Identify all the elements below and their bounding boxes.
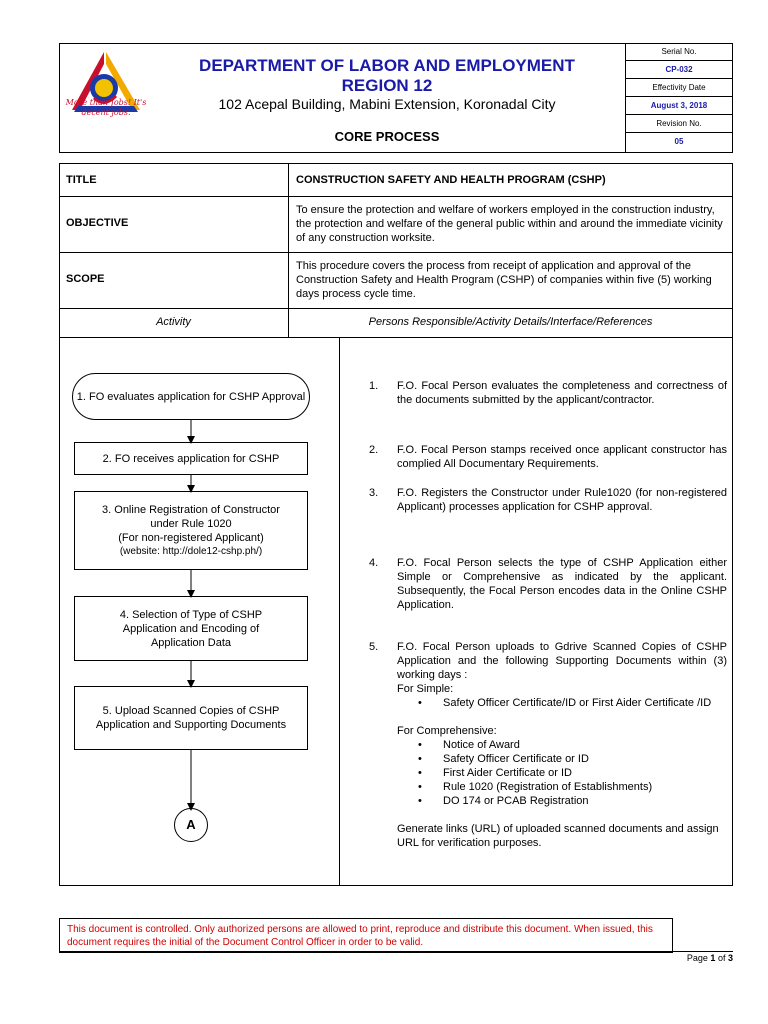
revision-label: Revision No. <box>626 115 732 133</box>
title-label: TITLE <box>66 174 97 186</box>
comp-label: For Comprehensive: <box>397 725 497 737</box>
list-item: • DO 174 or PCAB Registration <box>397 794 727 808</box>
simple-list <box>397 696 727 710</box>
simple-label: For Simple: <box>397 683 454 695</box>
flow-step-2: 2. FO receives application for CSHP <box>74 442 308 475</box>
details-list <box>340 0 727 1024</box>
objective-value: To ensure the protection and welfare of workers employed in the construction industry, the protection and welfare of the general public within and around the immediate vicinity of any construction worksite. <box>296 204 723 244</box>
flow-step-3 <box>74 491 308 570</box>
list-item: • First Aider Certificate or ID <box>397 766 727 780</box>
connector-a: A <box>174 808 208 842</box>
flow-step-4: 4. Selection of Type of CSHP Application and Encoding of Application Data <box>74 596 308 661</box>
detail-1: 1. F.O. Focal Person evaluates the completeness and correctness of the documents submitted by the applicant/contractor. <box>369 380 727 406</box>
generate-links-text: Generate links (URL) of uploaded scanned documents and assign URL for verification purposes. <box>397 823 719 849</box>
control-notice: This document is controlled. Only authorized persons are allowed to print, reproduce and distribute this document. When issued, this document requires the initial of the Document Control Officer in order to be valid. <box>59 918 673 953</box>
org-name: DEPARTMENT OF LABOR AND EMPLOYMENT <box>199 56 575 75</box>
region-name: REGION 12 <box>341 76 433 95</box>
col-activity: Activity <box>156 316 191 328</box>
list-item: • Safety Officer Certificate or ID <box>397 752 727 766</box>
flow-step-5: 5. Upload Scanned Copies of CSHP Application and Supporting Documents <box>74 686 308 750</box>
scope-label: SCOPE <box>66 273 105 285</box>
flow-step-3-website: (website: http://dole12-cshp.ph/) <box>119 545 263 557</box>
office-address: 102 Acepal Building, Mabini Extension, Koronadal City <box>218 96 556 112</box>
scope-value: This procedure covers the process from receipt of application and approval of the Construction Safety and Health Program (CSHP) of companies within five (5) working days process cycle time. <box>296 260 712 300</box>
doc-type: CORE PROCESS <box>334 129 440 144</box>
comp-list <box>397 738 727 808</box>
page-number: Page 1 of 3 <box>686 953 733 963</box>
effectivity-label: Effectivity Date <box>626 79 732 97</box>
title-value: CONSTRUCTION SAFETY AND HEALTH PROGRAM (CSHP) <box>296 174 606 186</box>
footer-rule <box>59 951 733 952</box>
detail-3: 3. F.O. Registers the Constructor under Rule1020 (for non-registered Applicant) processes application for CSHP approval. <box>369 487 727 513</box>
detail-4: 4. F.O. Focal Person selects the type of CSHP Application either Simple or Comprehensive as indicated by the applicant. Subsequently, the Focal Person encodes data in the Online CSHP Application. <box>369 557 727 611</box>
serial-label: Serial No. <box>626 43 732 61</box>
col-persons: Persons Responsible/Activity Details/Interface/References <box>368 316 653 328</box>
detail-5-text: F.O. Focal Person uploads to Gdrive Scanned Copies of CSHP Application and the following Supporting Documents within (3) working days : <box>397 641 727 681</box>
list-item: • Rule 1020 (Registration of Establishments) <box>397 780 727 794</box>
logo-tagline: More than Jobs! It's decent jobs. <box>65 98 147 117</box>
flow-step-3-note: (For non-registered Applicant) <box>118 531 264 544</box>
list-item: • Safety Officer Certificate/ID or First Aider Certificate /ID <box>397 696 727 710</box>
flow-step-3-title: 3. Online Registration of Constructor under Rule 1020 <box>102 503 280 530</box>
table-divider <box>288 163 289 338</box>
flow-step-1: 1. FO evaluates application for CSHP Approval <box>72 373 310 420</box>
objective-label: OBJECTIVE <box>66 217 129 229</box>
revision-value: 05 <box>674 137 684 146</box>
serial-value: CP-032 <box>626 61 732 79</box>
detail-5: 5. F.O. Focal Person uploads to Gdrive Scanned Copies of CSHP Application and the following Supporting Documents within (3) working days : For Simple: • Safety Officer Certificate/ID or First Aider Certificate /ID For Comprehensive: • Notice of Award • Safety Officer Certificate or ID • First Aider Certificate or ID • Rule 1020 (Registration of Establishments) • DO 174 or PCAB Registration Generate links (URL) of uploaded scanned documents and assign URL for verification purposes. <box>369 640 727 850</box>
list-item: • Notice of Award <box>397 738 727 752</box>
detail-2: 2. F.O. Focal Person stamps received once applicant constructor has complied All Documentary Requirements. <box>369 444 727 470</box>
effectivity-value: August 3, 2018 <box>626 97 732 115</box>
